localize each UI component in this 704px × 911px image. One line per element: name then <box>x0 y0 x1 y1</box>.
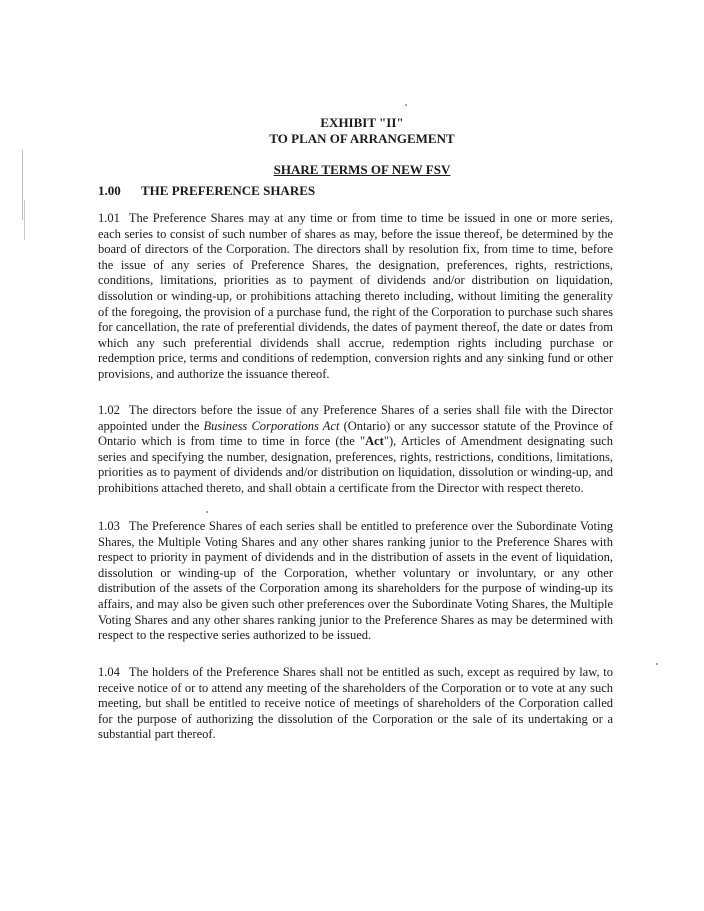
paragraph-number: 1.04 <box>98 665 120 679</box>
scan-artifact-line <box>22 150 23 220</box>
scan-artifact-line <box>24 200 25 240</box>
paragraph-text: (Ontario) or any successor statute of the Province of Ontario which is from time to time in force (the " <box>98 418 614 449</box>
plan-heading: TO PLAN OF ARRANGEMENT <box>269 131 455 146</box>
paragraph-text: The holders of the Preference Shares shall not be entitled as such, except as required by law, to receive notice of or to attend any meeting of the shareholders of the Corporation or to vote at any such meeting, but shall be entitled to receive notice of meetings of shareholders of the Corporation called for the purpose of authorizing the dissolution of the Corporation or the sale of its undertaking or a substantial part thereof. <box>98 665 613 742</box>
scan-artifact-dot <box>206 511 208 513</box>
paragraph-1-04 <box>98 665 613 743</box>
paragraph-text: The Preference Shares of each series shall be entitled to preference over the Subordinate Voting Shares, the Multiple Voting Shares and any other shares ranking junior to the Preference Shares with respect to priority in payment of dividends and in the distribution of assets in the event of liquidation, dissolution or winding-up of the Corporation, whether voluntary or involuntary, or any other distribution of the assets of the Corporation among its shareholders for the purpose of winding-up its affairs, and may also be given such other preferences over the Subordinate Voting Shares, the Multiple Voting Shares and any other shares ranking junior to the Preference Shares as may be determined with respect to the respective series authorized to be issued. <box>98 519 613 643</box>
paragraph-1-02 <box>98 403 613 497</box>
paragraph-text: The Preference Shares may at any time or from time to time be issued in one or more series, each series to consist of such number of shares as may, before the issue thereof, be determined by the board of directors of the Corporation. The directors shall by resolution fix, from time to time, before the issue of any series of Preference Shares, the designation, preferences, rights, restrictions, conditions, limitations, priorities as to payment of dividends and/or distribution on liquidation, dissolution or winding-up, or prohibitions attaching thereto including, without limiting the generality of the foregoing, the provision of a purchase fund, the right of the Corporation to purchase such shares for cancellation, the rate of preferential dividends, the dates of payment thereof, the date or dates from which any such preferential dividends shall accrue, redemption rights including purchase or redemption price, terms and conditions of redemption, conversion rights and any sinking fund or other provisions, and authorize the issuance thereof. <box>98 211 613 381</box>
paragraph-number: 1.03 <box>98 519 120 533</box>
scan-artifact-dot <box>656 663 658 665</box>
scan-artifact-dot <box>405 104 407 106</box>
section-number: 1.00 <box>98 183 121 198</box>
paragraph-1-01 <box>98 211 613 383</box>
section-title: THE PREFERENCE SHARES <box>141 183 316 198</box>
document-title: SHARE TERMS OF NEW FSV <box>273 162 451 177</box>
paragraph-number: 1.01 <box>98 211 120 225</box>
paragraph-1-03 <box>98 519 613 644</box>
defined-term: Act <box>365 434 384 449</box>
paragraph-text: "), Articles of Amendment designating such series and specifying the number, designation, preferences, rights, restrictions, conditions, limitations, priorities as to payment of dividends and/or distribution on liquidation, dissolution or winding-up, and prohibitions attached thereto, and shall obtain a certificate from the Director with respect thereto. <box>98 434 613 495</box>
section-heading <box>98 183 315 199</box>
paragraph-text: The directors before the issue of any Preference Shares of a series shall file with the Director appointed under the <box>98 403 613 433</box>
statute-name: Business Corporations Act <box>203 418 340 433</box>
paragraph-number: 1.02 <box>98 403 120 417</box>
exhibit-heading: EXHIBIT "II" <box>320 115 404 130</box>
